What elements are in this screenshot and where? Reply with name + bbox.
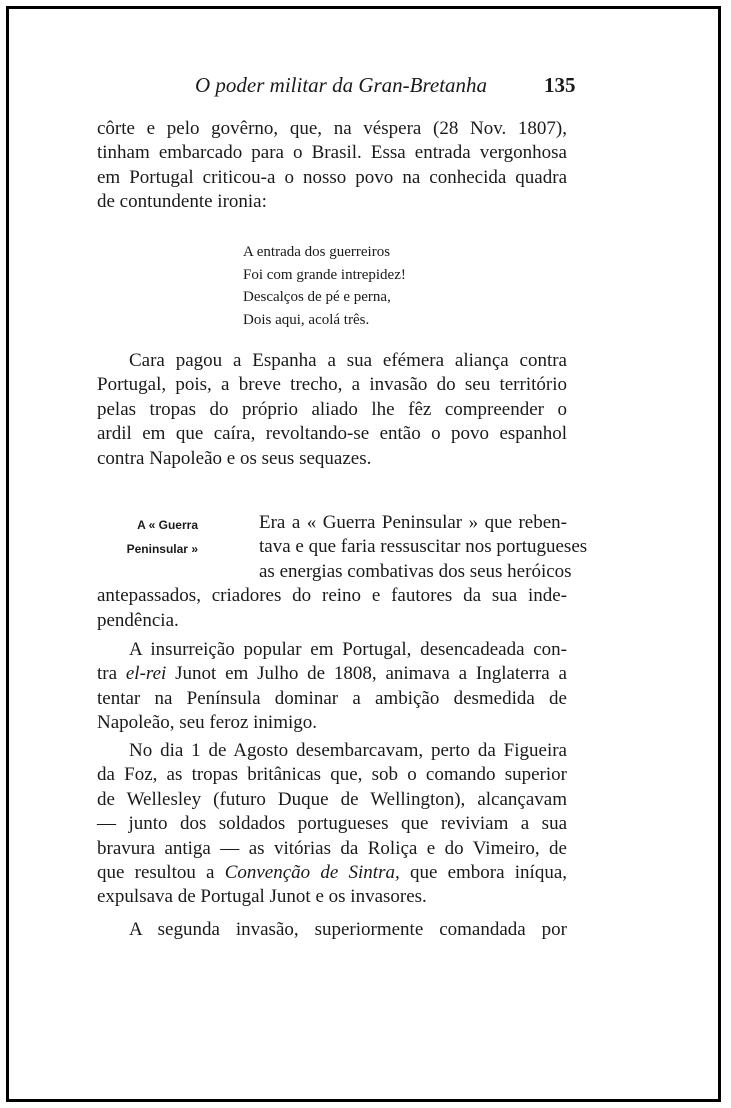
text-line: Cara pagou a Espanha a sua efémera aliança contra (129, 350, 567, 371)
text-line: No dia 1 de Agosto desembarcavam, perto da Figueira (129, 740, 567, 761)
paragraph-spain (97, 349, 567, 471)
text-line: expulsava de Portugal Junot e os invasores. (97, 886, 427, 908)
margin-note-line: Peninsular » (126, 542, 198, 556)
text-line: ardil em que caíra, revoltando-se então o povo espanhol (97, 423, 567, 445)
text-line (97, 662, 567, 686)
text-line: — junto dos soldados portugueses que reviviam a sua (97, 813, 567, 835)
text-line: pelas tropas do próprio aliado lhe fêz compreender o (97, 398, 567, 420)
text-line: bravura antiga — as vitórias da Roliça e do Vimeiro, de (97, 837, 567, 859)
text-run: Junot em Julho de 1808, animava a Inglaterra a (166, 663, 567, 685)
text-line: Napoleão, seu feroz inimigo. (97, 712, 318, 734)
text-line: as energias combativas dos seus heróicos (259, 560, 572, 582)
text-line: antepassados, criadores do reino e fautores da sua inde- (97, 585, 567, 607)
page-header (0, 73, 731, 103)
text-line: em Portugal criticou-a o nosso povo na conhecida quadra (97, 166, 567, 188)
text-line: de Wellesley (futuro Duque de Wellington), alcançavam (97, 788, 567, 810)
intro-paragraph (97, 117, 567, 215)
paragraph-peninsular-war (97, 511, 588, 633)
text-line: tava e que faria ressuscitar nos portugueses (259, 536, 588, 558)
text-line: pendência. (97, 609, 179, 631)
verse-line: Foi com grande intrepidez! (243, 266, 406, 283)
paragraph-landing (97, 739, 567, 910)
text-line: contra Napoleão e os seus sequazes. (97, 447, 372, 469)
verse-line: Dois aqui, acolá três. (243, 311, 370, 328)
text-line: A segunda invasão, superiormente comandada por (129, 919, 567, 940)
text-run: tra (97, 663, 126, 685)
running-title: O poder militar da Gran-Bretanha (195, 73, 488, 97)
text-run: que embora iníqua, (399, 862, 568, 884)
verse-line: Descalços de pé e perna, (243, 289, 391, 305)
italic-term: Convenção de Sintra, (224, 862, 400, 884)
text-run: que resultou a (97, 862, 225, 884)
margin-note-line: A « Guerra (137, 518, 198, 532)
text-line (97, 861, 567, 885)
text-line: Era a « Guerra Peninsular » que reben- (259, 512, 567, 533)
text-line: côrte e pelo govêrno, que, na véspera (28 Nov. 1807), (97, 118, 567, 139)
verse-line: A entrada dos guerreiros (243, 244, 391, 260)
text-line: de contundente ironia: (97, 191, 267, 213)
italic-term: el-rei (125, 663, 167, 685)
text-line: da Foz, as tropas britânicas que, sob o comando superior (97, 764, 567, 786)
quatrain (243, 241, 406, 331)
text-line: tentar na Península dominar a ambição desmedida de (97, 687, 567, 709)
text-line: A insurreição popular em Portugal, desencadeada con- (129, 639, 567, 660)
page-number: 135 (544, 73, 576, 97)
paragraph-insurrection (97, 638, 567, 736)
paragraph-second-invasion (97, 918, 567, 942)
text-line: Portugal, pois, a breve trecho, a invasão do seu território (97, 374, 567, 396)
text-line: tinham embarcado para o Brasil. Essa entrada vergonhosa (97, 142, 567, 164)
